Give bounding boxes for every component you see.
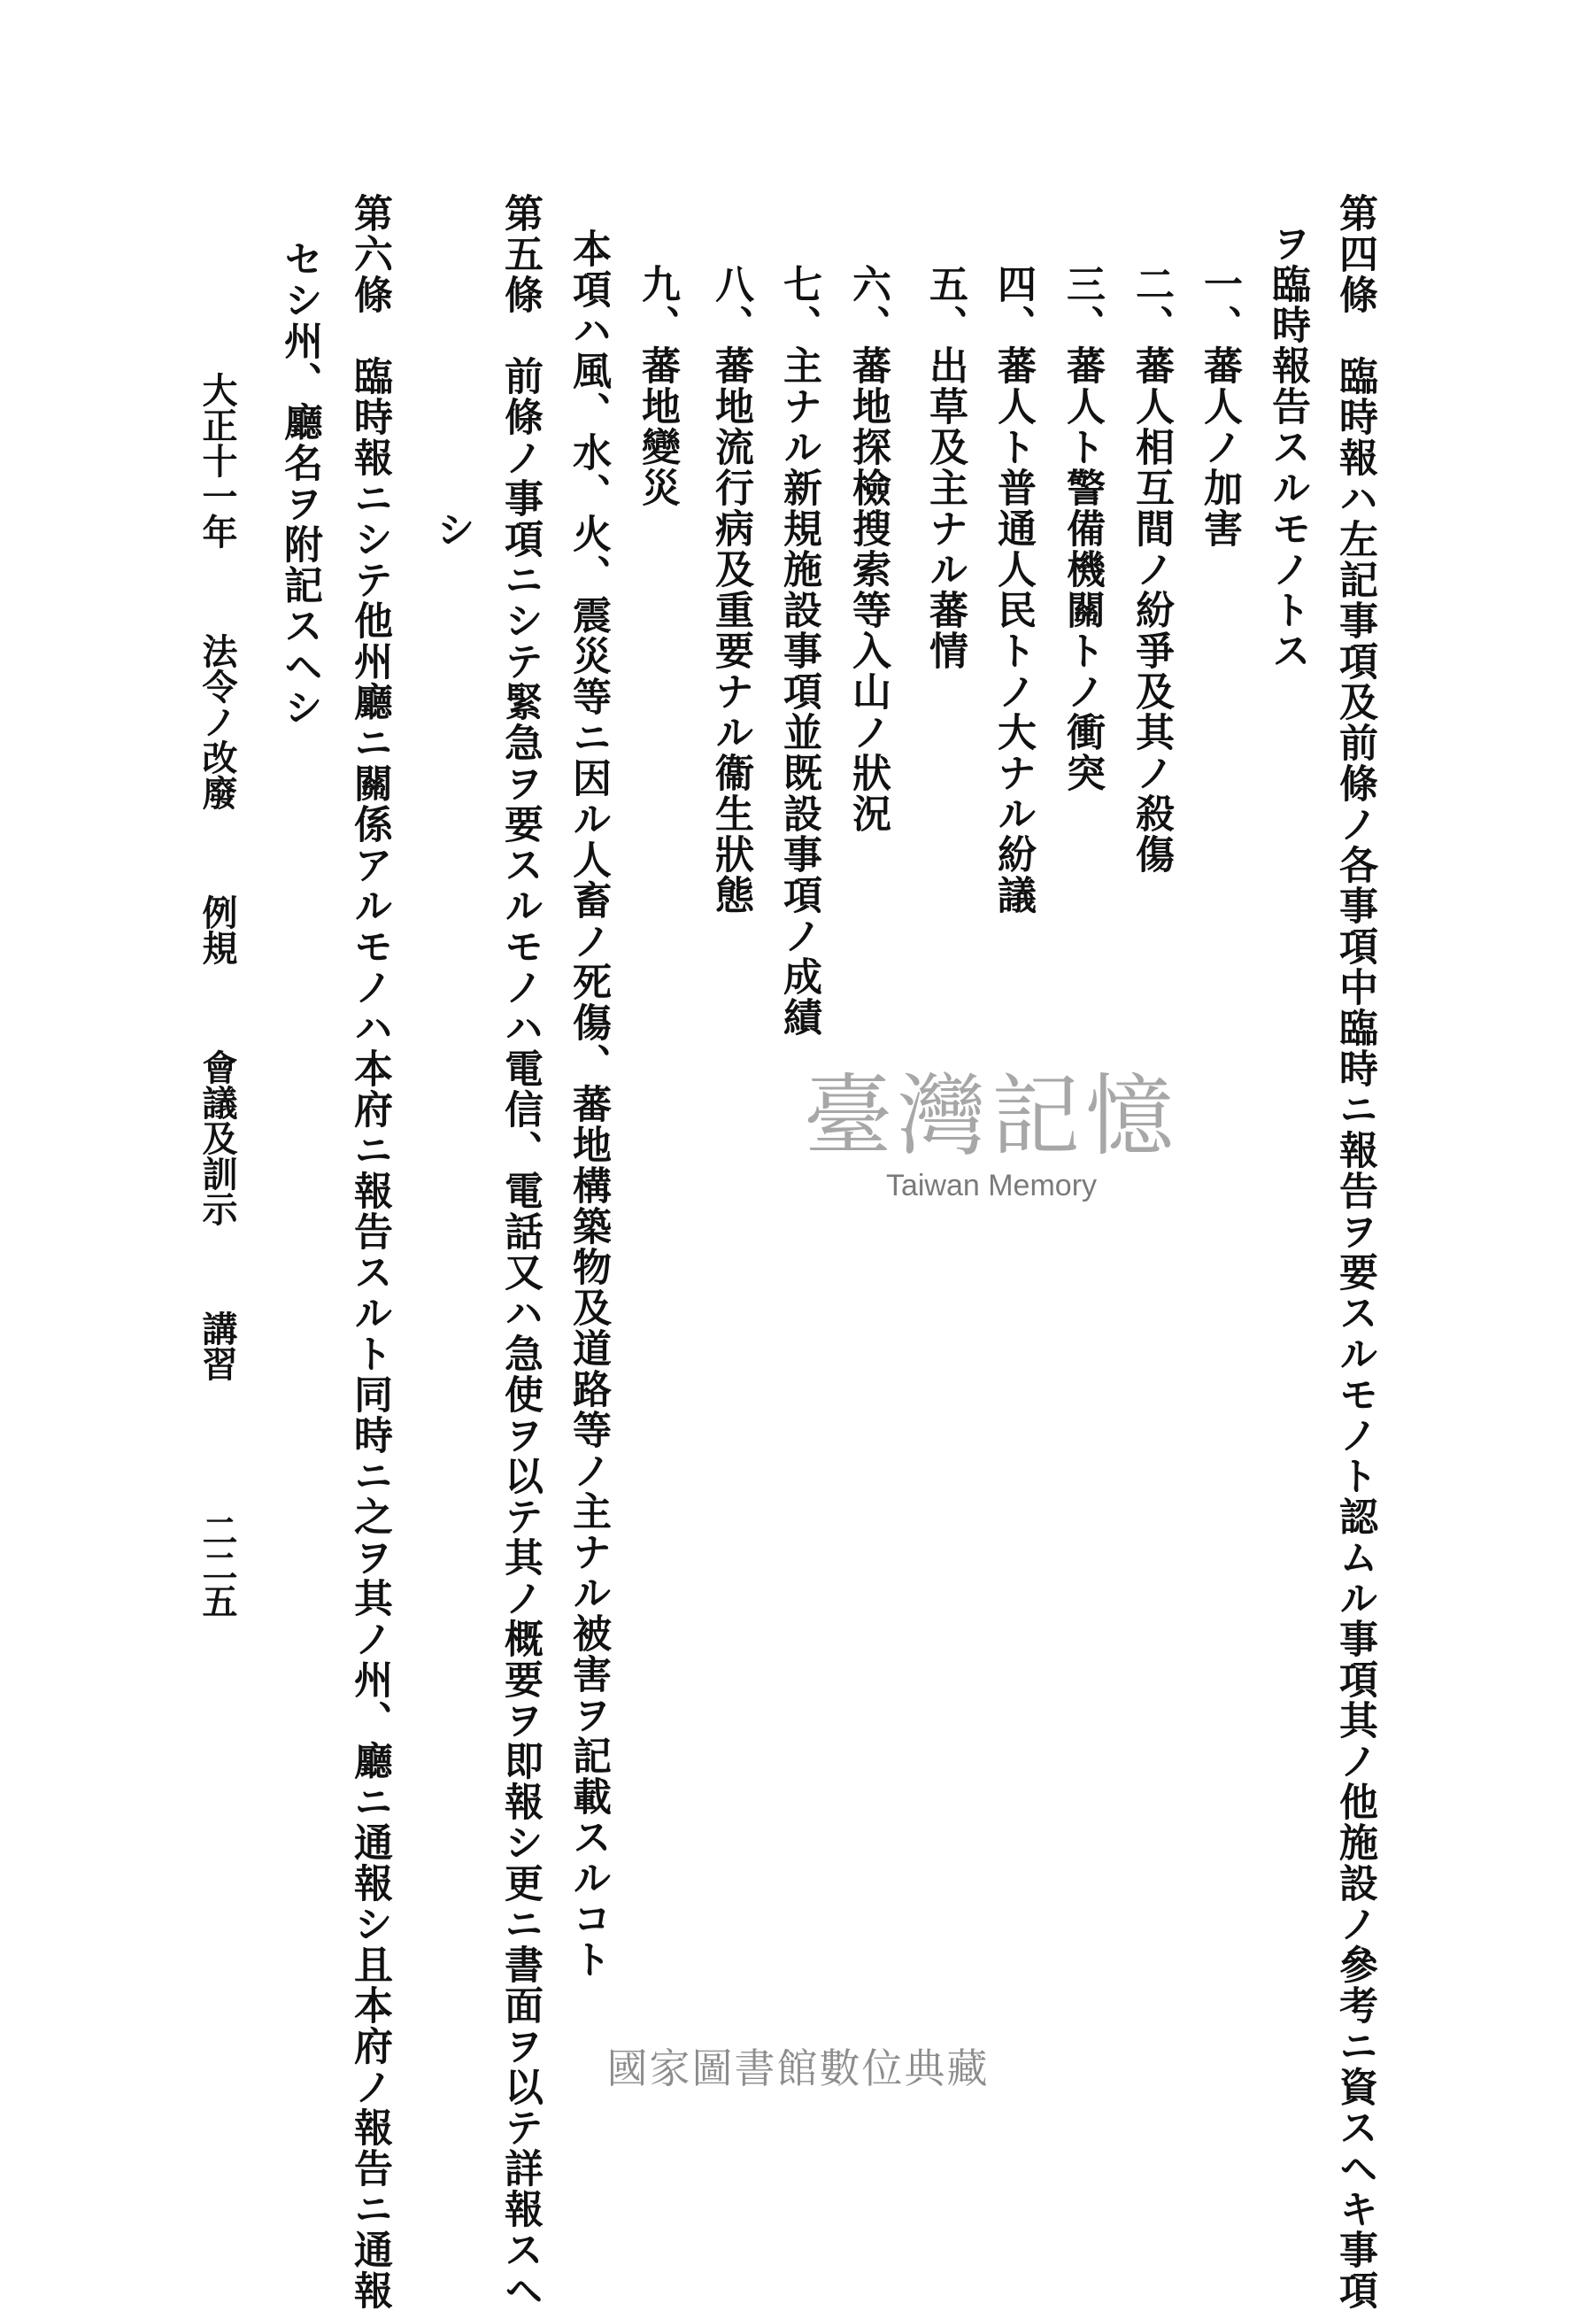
text-column-3: 一、蕃人ノ加害 (1197, 264, 1242, 549)
text-column-10: 八、蕃地流行病及重要ナル衞生狀態 (708, 264, 753, 916)
page-number: 二二五 (197, 1512, 238, 1619)
text-column-4: 二、蕃人相互間ノ紛爭及其ノ殺傷 (1129, 264, 1174, 875)
text-column-16: セシ州、廳名ヲ附記スヘシ (277, 239, 322, 728)
archive-label: 國家圖書館數位典藏 (606, 2044, 990, 2092)
text-column-8: 六、蕃地探檢搜索等入山ノ狀況 (845, 264, 891, 834)
watermark-logo (761, 1045, 1222, 1203)
text-column-13: 第五條 前條ノ事項ニシテ緊急ヲ要スルモノハ電信、電話又ハ急使ヲ以テ其ノ概要ヲ即報シ更ニ書面ヲ以テ詳報スヘ (497, 193, 543, 2311)
text-column-1: 第四條 臨時報ハ左記事項及前條ノ各事項中臨時ニ報告ヲ要スルモノト認ムル事項其ノ他施設ノ參考ニ資スヘキ事項 (1332, 193, 1377, 2311)
text-column-7: 五、出草及主ナル蕃情 (922, 264, 968, 671)
footer-section-1: 法令ノ改廢 (197, 633, 238, 810)
footer-year: 大正十一年 (197, 372, 238, 549)
text-column-14: シ (429, 509, 474, 550)
text-column-15: 第六條 臨時報ニシテ他州廳ニ關係アルモノハ本府ニ報告スルト同時ニ之ヲ其ノ州、廳ニ通報シ且本府ノ報告ニ通報 (347, 193, 392, 2311)
watermark-chinese: 臺灣記憶 (804, 1064, 1179, 1168)
text-column-2: ヲ臨時報告スルモノトス (1265, 223, 1310, 671)
footer-section-2: 例規 (197, 894, 238, 965)
running-footer (197, 372, 238, 1381)
footer-section-4: 講習 (197, 1310, 238, 1381)
text-column-12: 本項ハ風、水、火、震災等ニ因ル人畜ノ死傷、蕃地構築物及道路等ノ主ナル被害ヲ記載スルコト (566, 228, 611, 1980)
text-column-9: 七、主ナル新規施設事項並既設事項ノ成績 (776, 264, 821, 1038)
footer-section-3: 會議及訓示 (197, 1049, 238, 1226)
text-column-6: 四、蕃人ト普通人民トノ大ナル紛議 (991, 264, 1036, 916)
watermark-english: Taiwan Memory (885, 1169, 1098, 1202)
text-column-11: 九、蕃地變災 (635, 264, 680, 508)
text-column-5: 三、蕃人ト警備機關トノ衝突 (1060, 264, 1105, 793)
